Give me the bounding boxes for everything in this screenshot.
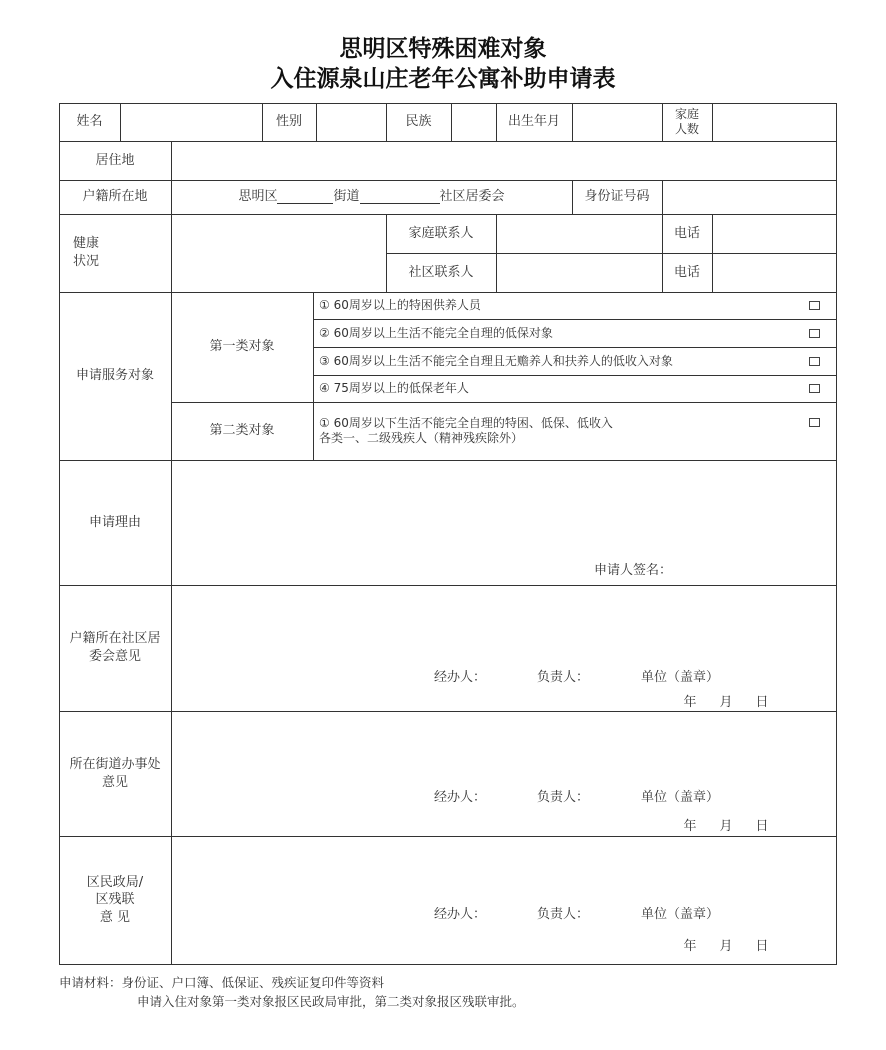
family-contact-label: 家庭联系人 (408, 225, 474, 241)
service-item-1: ① 60周岁以上的特困供养人员 (319, 298, 481, 312)
id-field[interactable] (662, 180, 836, 214)
name-field[interactable] (120, 103, 262, 141)
civil-affairs-opinion-label: 区民政局/ 区残联 意 见 (86, 874, 144, 925)
ethnicity-label: 民族 (405, 114, 432, 130)
ethnicity-field[interactable] (451, 103, 496, 141)
community-contact-field[interactable] (496, 253, 662, 292)
checkbox-cat2[interactable] (809, 418, 820, 427)
applicant-signature-label: 申请人签名： (594, 563, 673, 579)
street-responsible: 负责人： (537, 790, 590, 806)
phone1-label: 电话 (673, 225, 700, 241)
community-contact-label: 社区联系人 (408, 264, 474, 280)
health-field[interactable] (171, 214, 386, 292)
reason-label: 申请理由 (88, 514, 141, 530)
checkbox-item-2[interactable] (809, 329, 820, 338)
district-text: 思明区 (238, 189, 278, 205)
community-day: 日 (755, 695, 769, 711)
street-text: 街道 (333, 189, 360, 205)
category2-label: 第二类对象 (209, 423, 275, 439)
phone2-field[interactable] (712, 253, 836, 292)
family-count-label: 家庭 人数 (674, 107, 699, 136)
civil-affairs-opinion-field[interactable] (171, 836, 836, 964)
civil-seal: 单位（盖章） (641, 907, 720, 923)
household-address[interactable] (171, 180, 572, 214)
street-month: 月 (719, 819, 733, 835)
name-label: 姓名 (76, 114, 103, 130)
gender-field[interactable] (316, 103, 386, 141)
civil-handler: 经办人： (434, 907, 487, 923)
civil-responsible: 负责人： (537, 907, 590, 923)
service-item-3: ③ 60周岁以上生活不能完全自理且无赡养人和扶养人的低收入对象 (319, 353, 673, 368)
street-office-opinion-field[interactable] (171, 711, 836, 836)
residence-label: 居住地 (95, 152, 135, 168)
street-seal: 单位（盖章） (641, 790, 720, 806)
civil-month: 月 (719, 939, 733, 955)
street-office-opinion-label: 所在街道办事处 意见 (69, 756, 161, 790)
community-responsible: 负责人： (537, 670, 590, 686)
form-title-line2: 入住源泉山庄老年公寓补助申请表 (270, 65, 616, 92)
phone2-label: 电话 (673, 264, 700, 280)
service-label: 申请服务对象 (75, 368, 154, 384)
border-bottom (59, 964, 837, 965)
id-label: 身份证号码 (584, 189, 650, 205)
application-form (59, 103, 837, 965)
household-label: 户籍所在地 (82, 189, 148, 205)
community-text: 社区居委会 (439, 189, 505, 205)
family-contact-field[interactable] (496, 214, 662, 253)
family-count-field[interactable] (712, 103, 836, 141)
birth-field[interactable] (572, 103, 662, 141)
checkbox-item-1[interactable] (809, 301, 820, 310)
footer-materials: 申请材料：身份证、户口簿、低保证、残疾证复印件等资料 (59, 975, 385, 990)
service-item-2: ② 60周岁以上生活不能完全自理的低保对象 (319, 325, 553, 340)
community-seal: 单位（盖章） (641, 670, 720, 686)
community-handler: 经办人： (434, 670, 487, 686)
border-right (836, 103, 837, 965)
service-item-cat2: ① 60周岁以下生活不能完全自理的特困、低保、低收入 各类一、二级残疾人（精神残疾除外） (319, 416, 613, 445)
community-blank[interactable] (360, 191, 440, 204)
residence-field[interactable] (171, 141, 836, 180)
community-year: 年 (683, 695, 697, 711)
reason-field[interactable] (171, 460, 836, 585)
street-handler: 经办人： (434, 790, 487, 806)
street-year: 年 (683, 819, 697, 835)
community-month: 月 (719, 695, 733, 711)
footer-approval-note: 申请入住对象第一类对象报区民政局审批，第二类对象报区残联审批。 (137, 994, 525, 1009)
gender-label: 性别 (275, 114, 302, 130)
street-day: 日 (755, 819, 769, 835)
community-opinion-label: 户籍所在社区居 委会意见 (69, 631, 161, 664)
health-label: 健康 状况 (73, 236, 100, 269)
community-opinion-field[interactable] (171, 585, 836, 711)
service-item-4: ④ 75周岁以上的低保老年人 (319, 381, 469, 395)
street-blank[interactable] (277, 191, 333, 204)
form-title-line1: 思明区特殊困难对象 (339, 35, 547, 62)
civil-day: 日 (755, 939, 769, 955)
birth-label: 出生年月 (507, 114, 560, 130)
checkbox-item-4[interactable] (809, 384, 820, 393)
checkbox-item-3[interactable] (809, 357, 820, 366)
category1-label: 第一类对象 (209, 339, 275, 355)
civil-year: 年 (683, 939, 697, 955)
phone1-field[interactable] (712, 214, 836, 253)
